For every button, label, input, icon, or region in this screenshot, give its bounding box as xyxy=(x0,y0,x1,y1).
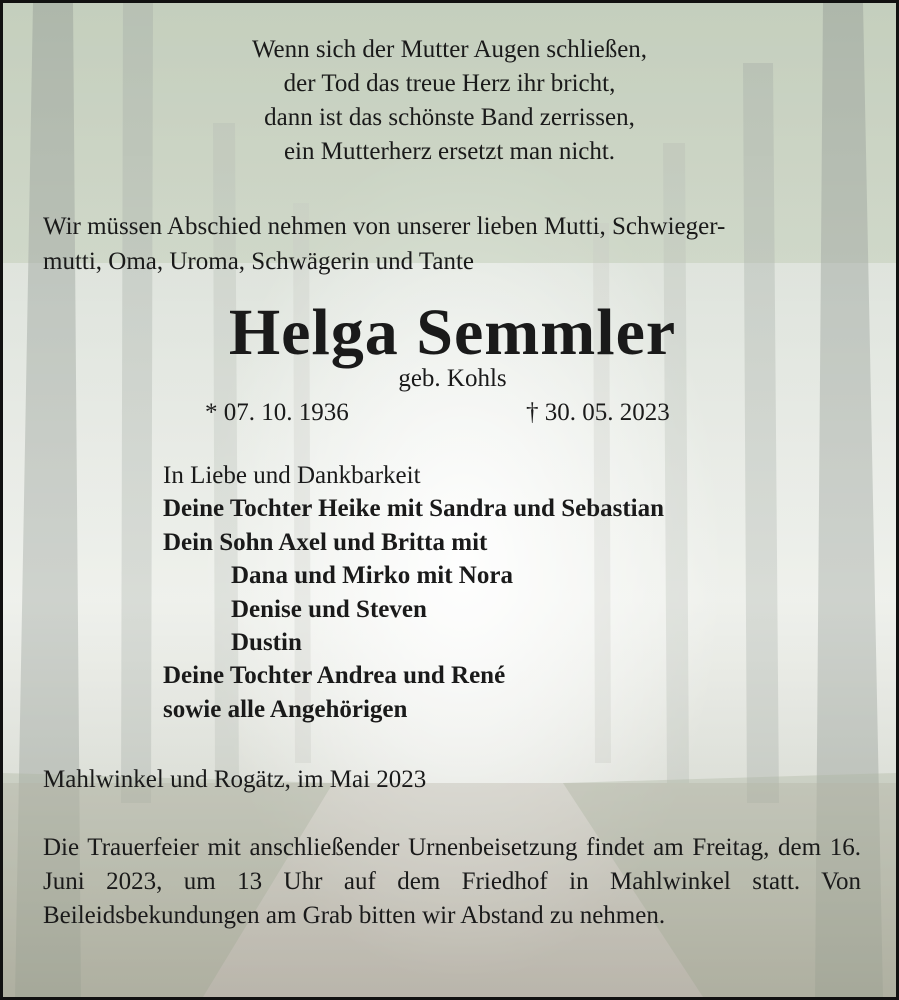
death-date: † 30. 05. 2023 xyxy=(526,399,670,426)
maiden-name: geb. Kohls xyxy=(398,365,507,392)
mourner-line: Deine Tochter Heike mit Sandra und Sebastian xyxy=(163,495,665,523)
poem-line: Wenn sich der Mutter Augen schließen, xyxy=(251,36,648,63)
intro-line: mutti, Oma, Uroma, Schwägerin und Tante xyxy=(43,248,475,275)
mourner-line: Denise und Steven xyxy=(231,595,427,623)
deceased-name: Helga Semmler xyxy=(228,296,677,369)
mourner-line: Dana und Mirko mit Nora xyxy=(231,562,513,590)
mourners-list xyxy=(163,459,843,726)
intro-text xyxy=(43,209,863,279)
poem xyxy=(3,33,896,169)
mourners-intro: In Liebe und Dankbarkeit xyxy=(163,462,421,489)
poem-line: der Tod das treue Herz ihr bricht, xyxy=(283,70,616,97)
mourner-line: Dein Sohn Axel und Britta mit xyxy=(163,528,488,556)
mourner-line: sowie alle Angehörigen xyxy=(163,695,408,723)
mourner-line: Dustin xyxy=(231,629,302,657)
funeral-service-info: Die Trauerfeier mit anschließender Urnenbeisetzung findet am Freitag, dem 16. Juni 2023, um 13 Uhr auf dem Friedhof in Mahlwinkel statt. Von Beileidsbekundungen am Grab bitten wir Abstand zu nehmen. xyxy=(43,834,861,929)
birth-date: * 07. 10. 1936 xyxy=(205,399,349,426)
poem-line: dann ist das schönste Band zerrissen, xyxy=(264,104,635,131)
place-and-date: Mahlwinkel und Rogätz, im Mai 2023 xyxy=(43,766,427,793)
mourner-line: Deine Tochter Andrea und René xyxy=(163,662,506,690)
intro-line: Wir müssen Abschied nehmen von unserer lieben Mutti, Schwieger- xyxy=(43,213,726,240)
poem-line: ein Mutterherz ersetzt man nicht. xyxy=(283,138,616,165)
